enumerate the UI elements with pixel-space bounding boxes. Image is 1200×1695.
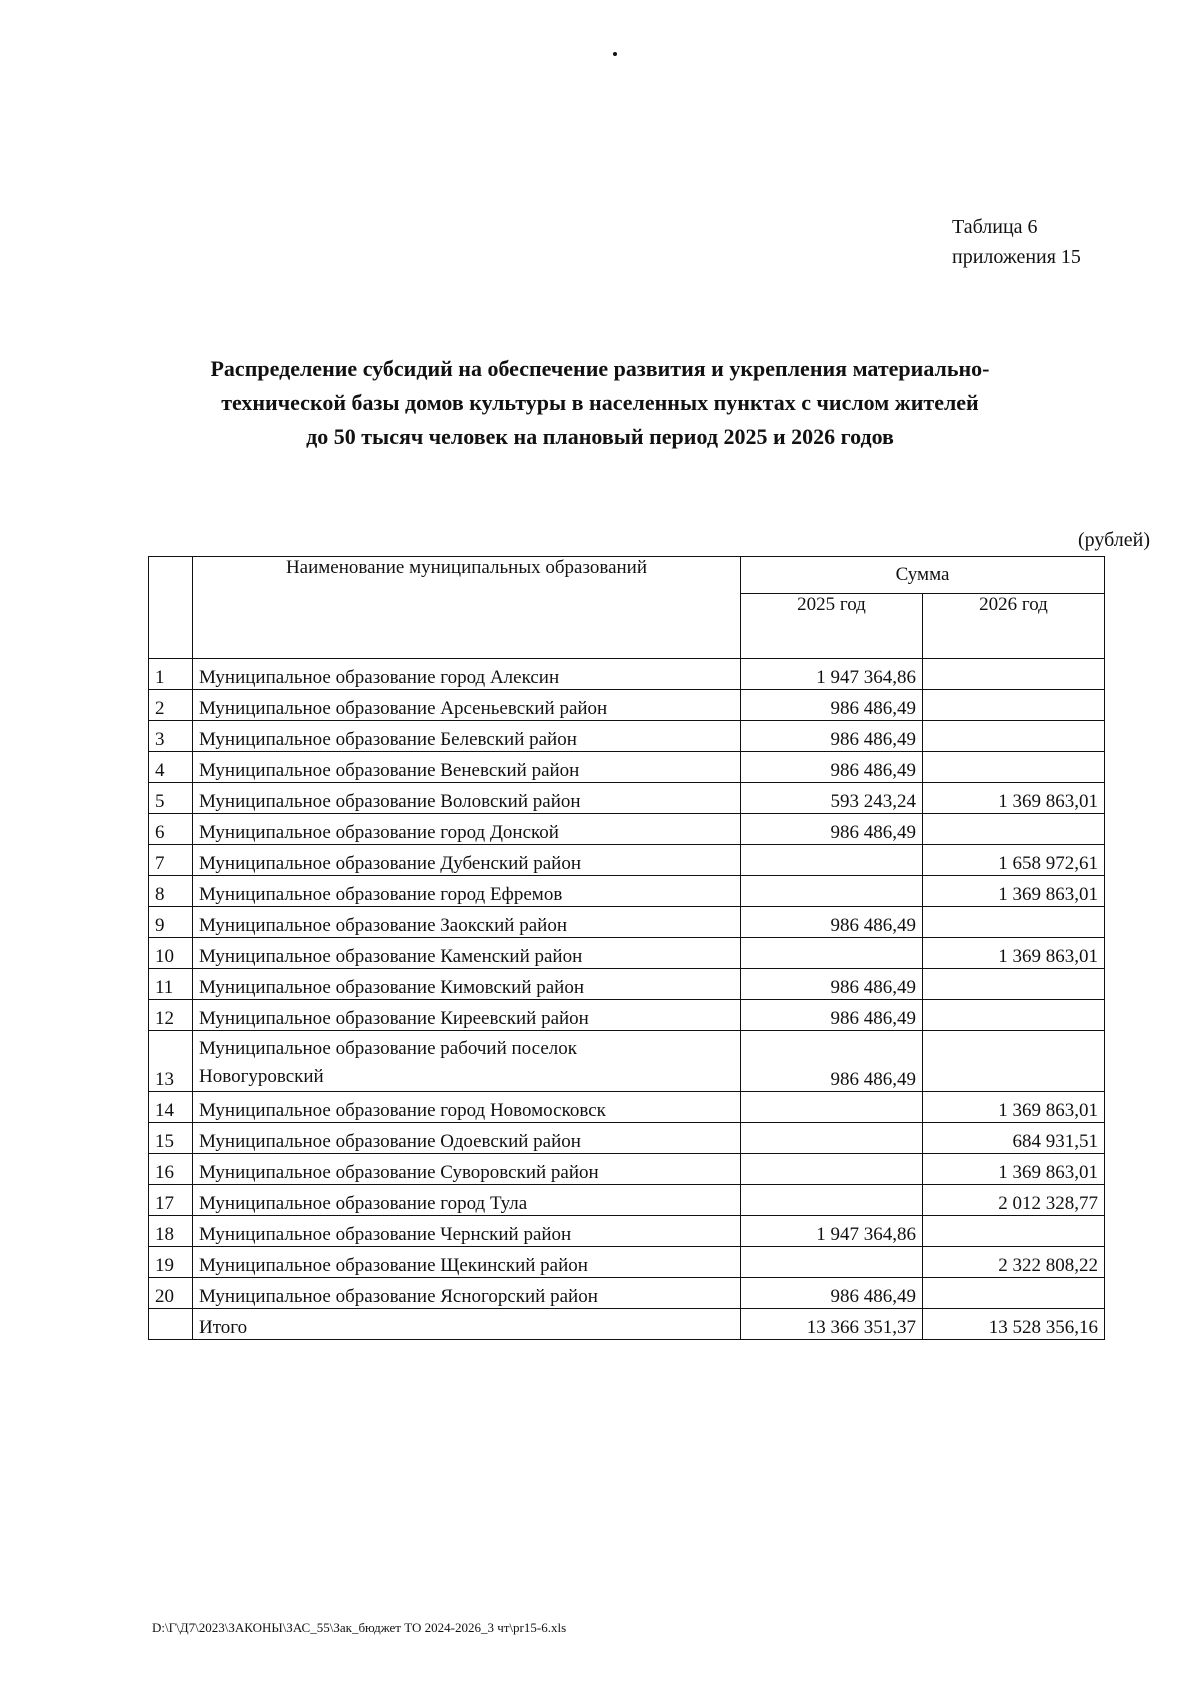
row-name: Муниципальное образование Каменский район [193, 938, 741, 969]
row-value-2025 [741, 1185, 923, 1216]
row-value-2025: 593 243,24 [741, 783, 923, 814]
row-number: 20 [149, 1278, 193, 1309]
row-number: 7 [149, 845, 193, 876]
row-value-2026 [923, 721, 1105, 752]
table-row [149, 1154, 1105, 1185]
row-value-2025: 986 486,49 [741, 721, 923, 752]
row-name: Муниципальное образование город Ефремов [193, 876, 741, 907]
row-number: 2 [149, 690, 193, 721]
table-row [149, 1216, 1105, 1247]
row-number: 4 [149, 752, 193, 783]
row-value-2026: 2 322 808,22 [923, 1247, 1105, 1278]
row-number: 11 [149, 969, 193, 1000]
row-value-2025 [741, 876, 923, 907]
row-name: Муниципальное образование Суворовский район [193, 1154, 741, 1185]
scan-dot [613, 52, 617, 56]
units-label: (рублей) [1077, 529, 1150, 551]
header-number-cell [149, 557, 193, 659]
header-row-1 [149, 557, 1105, 594]
table-row [149, 1278, 1105, 1309]
table-row [149, 752, 1105, 783]
row-number: 6 [149, 814, 193, 845]
table-row [149, 876, 1105, 907]
row-value-2025: 1 947 364,86 [741, 659, 923, 690]
file-path-footer: D:\Г\Д7\2023\ЗАКОНЫ\ЗАС_55\Зак_бюджет ТО 2024-2026_3 чт\pr15-6.xls [152, 1620, 567, 1635]
row-name: Муниципальное образование Арсеньевский район [193, 690, 741, 721]
row-value-2026: 1 369 863,01 [923, 783, 1105, 814]
row-number: 19 [149, 1247, 193, 1278]
total-value-2025: 13 366 351,37 [741, 1309, 923, 1340]
row-number: 18 [149, 1216, 193, 1247]
row-value-2025: 986 486,49 [741, 1031, 923, 1092]
row-value-2025 [741, 1123, 923, 1154]
title-line3: до 50 тысяч человек на плановый период 2025 и 2026 годов [306, 424, 894, 449]
header-2026-cell: 2026 год [923, 594, 1105, 659]
row-value-2026: 1 369 863,01 [923, 1092, 1105, 1123]
table-row [149, 814, 1105, 845]
table-row [149, 690, 1105, 721]
row-name: Муниципальное образование Заокский район [193, 907, 741, 938]
header-sum-cell: Сумма [741, 557, 1105, 594]
row-number: 17 [149, 1185, 193, 1216]
row-value-2026 [923, 1031, 1105, 1092]
table-row [149, 721, 1105, 752]
table-ref-line1: Таблица 6 [952, 216, 1038, 238]
row-name: Муниципальное образование Дубенский район [193, 845, 741, 876]
row-value-2025 [741, 1154, 923, 1185]
table-row [149, 783, 1105, 814]
table-row [149, 1247, 1105, 1278]
row-value-2026 [923, 969, 1105, 1000]
table-row [149, 845, 1105, 876]
row-value-2026: 1 369 863,01 [923, 1154, 1105, 1185]
row-name-line1: Муниципальное образование рабочий поселок [199, 1038, 577, 1059]
row-value-2026 [923, 659, 1105, 690]
row-value-2026 [923, 690, 1105, 721]
row-value-2025: 986 486,49 [741, 752, 923, 783]
row-name: Муниципальное образование город Новомосковск [193, 1092, 741, 1123]
row-number: 5 [149, 783, 193, 814]
row-number: 12 [149, 1000, 193, 1031]
row-value-2025 [741, 1092, 923, 1123]
row-name: Муниципальное образование Кимовский район [193, 969, 741, 1000]
table-row [149, 659, 1105, 690]
table-reference [952, 212, 1081, 272]
row-name-line2: Новогуровский [199, 1066, 324, 1087]
header-2025-cell: 2025 год [741, 594, 923, 659]
subsidy-table [148, 556, 1105, 1340]
table-row [149, 1123, 1105, 1154]
total-number-cell [149, 1309, 193, 1340]
row-name: Муниципальное образование Щекинский район [193, 1247, 741, 1278]
row-number: 14 [149, 1092, 193, 1123]
table-row [149, 1031, 1105, 1092]
row-number: 1 [149, 659, 193, 690]
table-ref-line2: приложения 15 [952, 246, 1081, 268]
row-number: 8 [149, 876, 193, 907]
row-number: 9 [149, 907, 193, 938]
table-row [149, 1185, 1105, 1216]
table-row [149, 1000, 1105, 1031]
row-name: Муниципальное образование Киреевский район [193, 1000, 741, 1031]
row-value-2025 [741, 1247, 923, 1278]
row-value-2025: 986 486,49 [741, 907, 923, 938]
table-row [149, 938, 1105, 969]
title-line1: Распределение субсидий на обеспечение развития и укрепления материально- [210, 356, 990, 381]
table-row [149, 907, 1105, 938]
row-value-2026 [923, 1000, 1105, 1031]
row-name [193, 1031, 741, 1092]
row-value-2025: 986 486,49 [741, 690, 923, 721]
table-row [149, 969, 1105, 1000]
row-name: Муниципальное образование Чернский район [193, 1216, 741, 1247]
row-value-2026 [923, 814, 1105, 845]
row-value-2025: 986 486,49 [741, 969, 923, 1000]
row-name: Муниципальное образование город Тула [193, 1185, 741, 1216]
row-value-2026 [923, 752, 1105, 783]
row-value-2025: 1 947 364,86 [741, 1216, 923, 1247]
row-value-2026: 1 369 863,01 [923, 938, 1105, 969]
row-name: Муниципальное образование город Донской [193, 814, 741, 845]
row-name: Муниципальное образование Воловский район [193, 783, 741, 814]
row-value-2025: 986 486,49 [741, 1000, 923, 1031]
row-number: 13 [149, 1031, 193, 1092]
row-value-2026: 2 012 328,77 [923, 1185, 1105, 1216]
row-value-2026 [923, 1216, 1105, 1247]
table-row [149, 1092, 1105, 1123]
row-value-2026: 1 658 972,61 [923, 845, 1105, 876]
row-value-2026 [923, 1278, 1105, 1309]
row-value-2026 [923, 907, 1105, 938]
total-label: Итого [193, 1309, 741, 1340]
row-number: 3 [149, 721, 193, 752]
row-value-2025 [741, 938, 923, 969]
row-number: 16 [149, 1154, 193, 1185]
total-value-2026: 13 528 356,16 [923, 1309, 1105, 1340]
total-row [149, 1309, 1105, 1340]
row-value-2025: 986 486,49 [741, 814, 923, 845]
row-number: 15 [149, 1123, 193, 1154]
row-name: Муниципальное образование город Алексин [193, 659, 741, 690]
title-line2: технической базы домов культуры в населенных пунктах с числом жителей [221, 390, 979, 415]
document-title [150, 352, 1050, 454]
row-value-2026: 1 369 863,01 [923, 876, 1105, 907]
row-value-2025 [741, 845, 923, 876]
row-name: Муниципальное образование Белевский район [193, 721, 741, 752]
header-name-cell: Наименование муниципальных образований [193, 557, 741, 659]
row-name: Муниципальное образование Одоевский район [193, 1123, 741, 1154]
row-number: 10 [149, 938, 193, 969]
row-name: Муниципальное образование Ясногорский район [193, 1278, 741, 1309]
row-name: Муниципальное образование Веневский район [193, 752, 741, 783]
row-value-2026: 684 931,51 [923, 1123, 1105, 1154]
row-value-2025: 986 486,49 [741, 1278, 923, 1309]
